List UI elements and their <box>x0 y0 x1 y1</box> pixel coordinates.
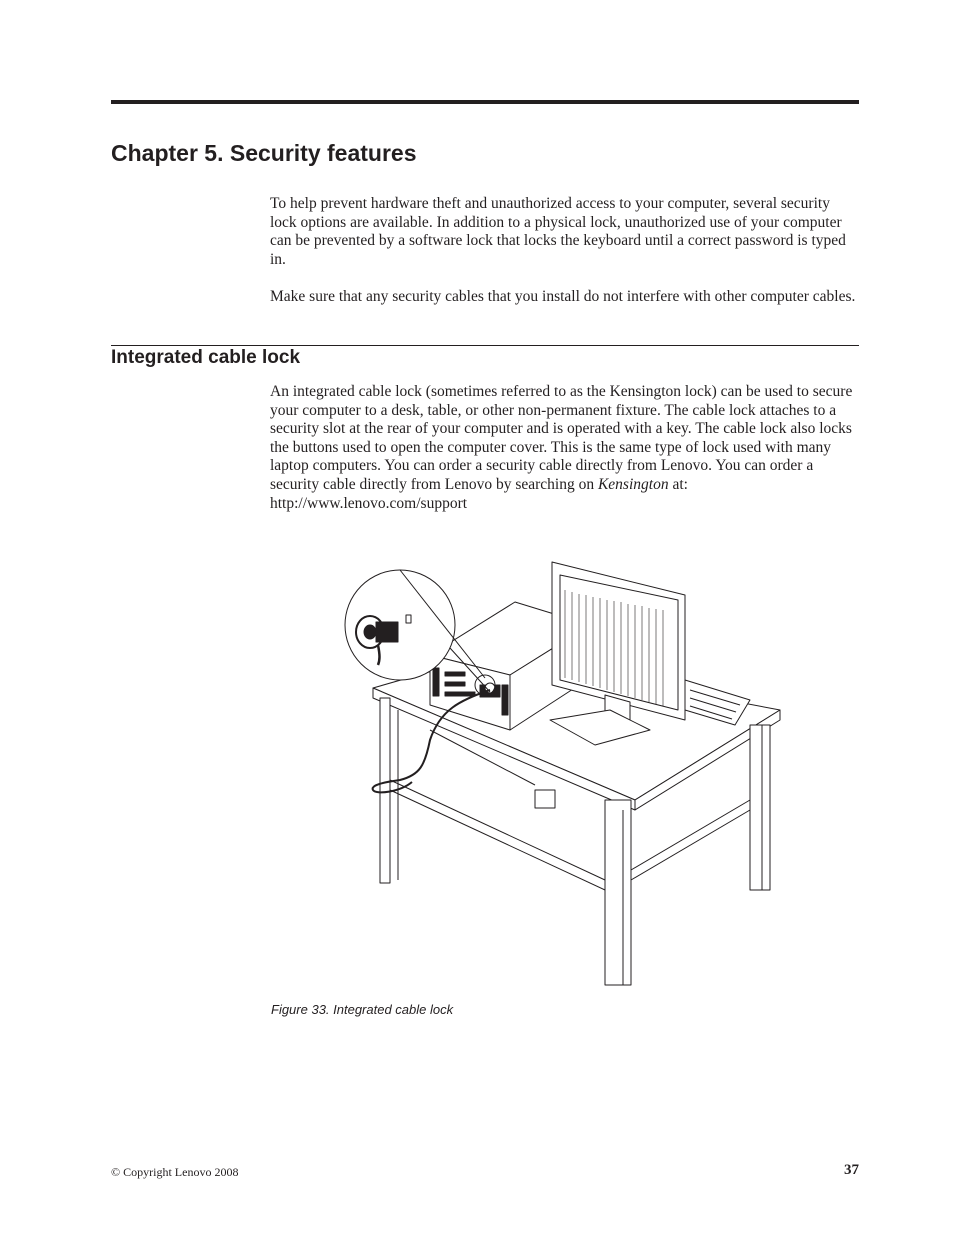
section-text-before: An integrated cable lock (sometimes referred to as the Kensington lock) can be used to secure your computer to a desk, table, or other non-permanent fixture. The cable lock attaches to a security slot at the rear of your computer and is operated with a key. The cable lock also locks the buttons used to open the computer cover. This is the same type of lock used with many laptop computers. You can order a security cable directly from Lenovo. You can order a security cable directly from Lenovo by searching on <box>270 383 853 493</box>
support-url: http://www.lenovo.com/support <box>270 494 468 512</box>
section-text-after: at: <box>668 475 688 493</box>
intro-paragraph-2: Make sure that any security cables that you install do not interfere with other computer cables. <box>270 288 856 305</box>
section-paragraph <box>270 383 860 513</box>
chapter-title: Chapter 5. Security features <box>111 140 417 166</box>
section-rule <box>111 345 859 346</box>
footer-copyright: © Copyright Lenovo 2008 <box>111 1165 239 1179</box>
top-rule <box>111 100 859 104</box>
section-title: Integrated cable lock <box>111 347 301 368</box>
page-number: 37 <box>844 1162 859 1178</box>
cable-lock-illustration <box>340 560 790 990</box>
kensington-term: Kensington <box>597 475 669 493</box>
figure-caption: Figure 33. Integrated cable lock <box>271 1002 454 1017</box>
intro-paragraph-1: To help prevent hardware theft and unauthorized access to your computer, several security lock options are available. In addition to a physical lock, unauthorized use of your computer can be prevented by a software lock that locks the keyboard until a correct password is typed in. <box>270 195 846 268</box>
